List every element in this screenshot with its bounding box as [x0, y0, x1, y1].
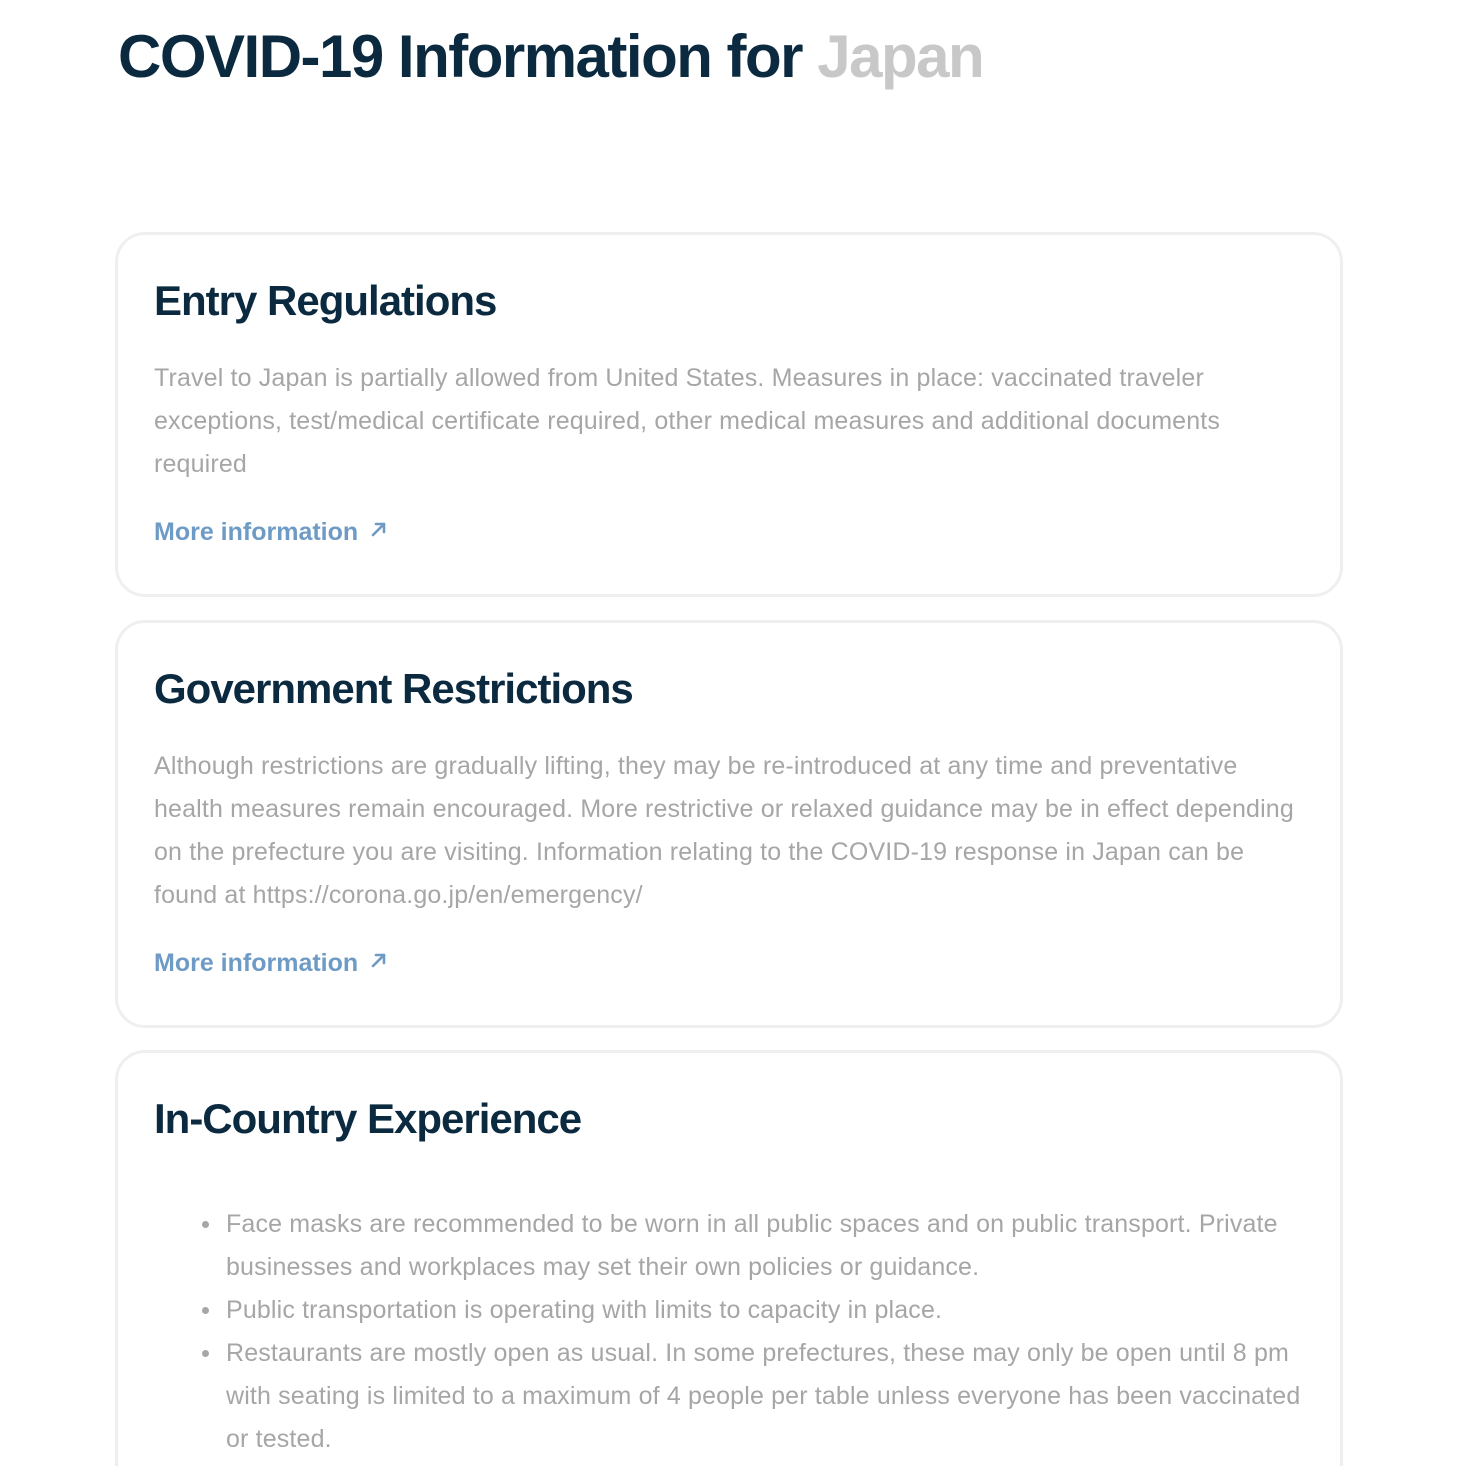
list-item	[202, 1289, 1302, 1332]
entry-regulations-text: Travel to Japan is partially allowed from United States. Measures in place: vaccinated traveler exceptions, test/medical certificate required, other medical measures and additional documents required	[154, 364, 1221, 478]
in-country-experience-card	[115, 1050, 1343, 1466]
list-item-text: Public transportation is operating with limits to capacity in place.	[226, 1296, 943, 1324]
list-item-text: Face masks are recommended to be worn in all public spaces and on public transport. Private businesses and workplaces may set their own policies or guidance.	[226, 1210, 1278, 1281]
country-name: Japan	[817, 23, 984, 90]
government-restrictions-text: Although restrictions are gradually lifting, they may be re-introduced at any time and preventative health measures remain encouraged. More restrictive or relaxed guidance may be in effect depending on the prefecture you are visiting. Information relating to the COVID-19 response in Japan can be found at https://corona.go.jp/en/emergency/	[154, 752, 1294, 909]
arrow-up-right-icon	[368, 949, 390, 971]
list-item	[202, 1332, 1302, 1461]
page-title-prefix: COVID-19 Information for	[118, 23, 803, 90]
entry-regulations-heading: Entry Regulations	[154, 277, 497, 324]
bullet-dot-icon	[202, 1221, 209, 1228]
list-item-text: Restaurants are mostly open as usual. In some prefectures, these may only be open until 8 pm with seating is limited to a maximum of 4 people per table unless everyone has been vaccinated or tested.	[226, 1339, 1301, 1453]
more-information-label: More information	[154, 949, 359, 977]
government-restrictions-heading: Government Restrictions	[154, 665, 633, 712]
more-information-label: More information	[154, 518, 359, 546]
page-title	[118, 22, 983, 91]
bullet-dot-icon	[202, 1307, 209, 1314]
in-country-experience-list	[202, 1203, 1302, 1461]
government-restrictions-card	[115, 620, 1343, 1028]
entry-regulations-more-link[interactable]	[154, 512, 390, 552]
in-country-experience-heading: In-Country Experience	[154, 1095, 582, 1142]
government-restrictions-more-link[interactable]	[154, 943, 390, 983]
bullet-dot-icon	[202, 1350, 209, 1357]
list-item	[202, 1203, 1302, 1289]
arrow-up-right-icon	[368, 518, 390, 540]
entry-regulations-card	[115, 232, 1343, 597]
